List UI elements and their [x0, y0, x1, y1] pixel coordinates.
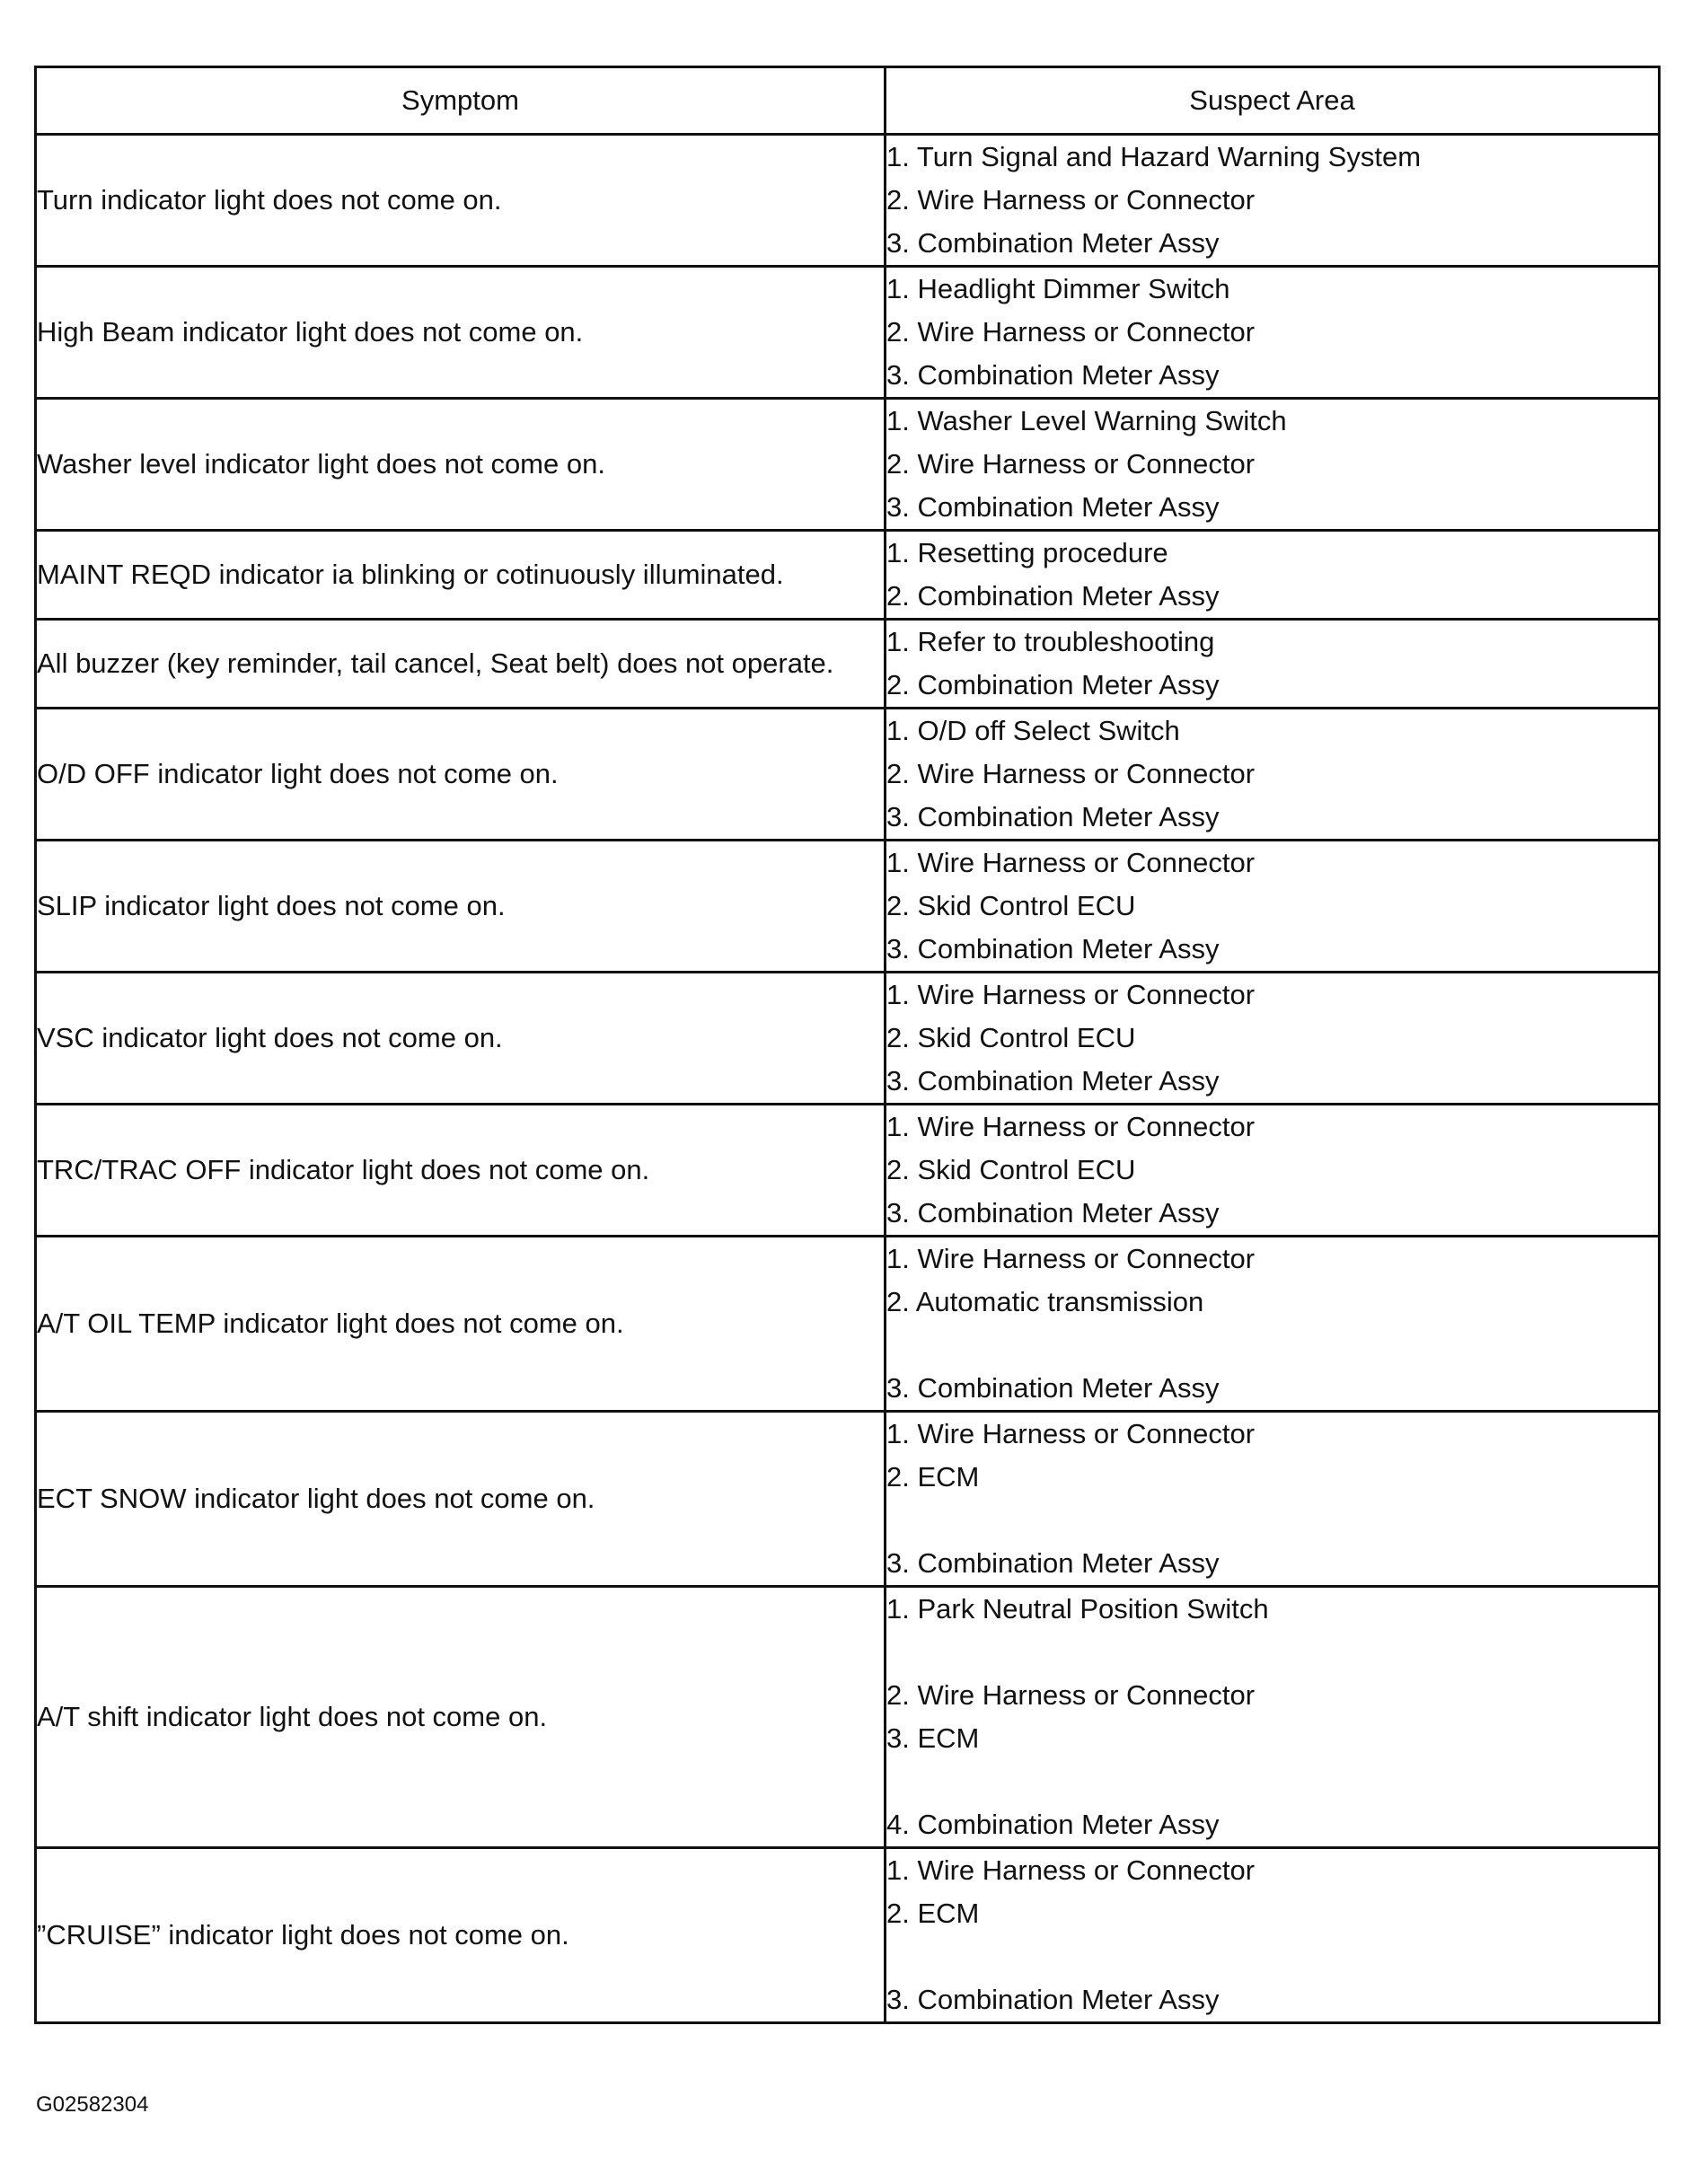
symptom-cell: All buzzer (key reminder, tail cancel, Seat belt) does not operate. — [36, 620, 886, 709]
symptom-cell: SLIP indicator light does not come on. — [36, 841, 886, 973]
suspect-item: 1. Refer to troubleshooting — [886, 626, 1215, 657]
suspect-item: 2. Wire Harness or Connector — [886, 448, 1256, 480]
symptom-cell: VSC indicator light does not come on. — [36, 973, 886, 1105]
suspect-item: 4. Combination Meter Assy — [886, 1809, 1220, 1840]
suspect-item: 3. Combination Meter Assy — [886, 1547, 1220, 1579]
troubleshooting-sheet — [34, 66, 1658, 2024]
header-symptom: Symptom — [36, 67, 886, 135]
suspect-item: 3. Combination Meter Assy — [886, 1984, 1220, 2015]
suspect-item: 3. Combination Meter Assy — [886, 801, 1220, 832]
suspect-item: 3. Combination Meter Assy — [886, 1197, 1220, 1228]
symptom-cell: Turn indicator light does not come on. — [36, 135, 886, 267]
symptom-cell: TRC/TRAC OFF indicator light does not come on. — [36, 1105, 886, 1237]
suspect-area-cell — [886, 399, 1660, 531]
header-row — [36, 67, 1660, 135]
suspect-item: 2. Skid Control ECU — [886, 1154, 1136, 1185]
suspect-item: 3. Combination Meter Assy — [886, 933, 1220, 964]
table-row — [36, 1237, 1660, 1412]
table-row — [36, 267, 1660, 399]
suspect-spacer — [886, 1631, 1658, 1674]
suspect-spacer — [886, 1935, 1658, 1978]
suspect-item: 1. Wire Harness or Connector — [886, 1854, 1256, 1886]
symptom-cell: High Beam indicator light does not come on. — [36, 267, 886, 399]
suspect-item: 3. Combination Meter Assy — [886, 1065, 1220, 1096]
header-suspect-area: Suspect Area — [886, 67, 1660, 135]
table-row — [36, 1848, 1660, 2023]
suspect-item: 1. Wire Harness or Connector — [886, 1243, 1256, 1274]
symptom-cell: O/D OFF indicator light does not come on. — [36, 709, 886, 841]
suspect-item: 2. Combination Meter Assy — [886, 580, 1220, 612]
suspect-area-cell — [886, 1848, 1660, 2023]
table-row — [36, 973, 1660, 1105]
suspect-area-cell — [886, 267, 1660, 399]
table-row — [36, 1105, 1660, 1237]
symptom-cell: ECT SNOW indicator light does not come on. — [36, 1412, 886, 1587]
suspect-area-cell — [886, 841, 1660, 973]
suspect-item: 1. Wire Harness or Connector — [886, 1418, 1256, 1449]
table-row — [36, 1412, 1660, 1587]
symptom-table — [34, 66, 1661, 2024]
symptom-cell: A/T OIL TEMP indicator light does not come on. — [36, 1237, 886, 1412]
suspect-item: 2. Skid Control ECU — [886, 1022, 1136, 1053]
suspect-item: 2. Wire Harness or Connector — [886, 184, 1256, 216]
suspect-area-cell — [886, 1587, 1660, 1848]
suspect-item: 3. ECM — [886, 1722, 980, 1754]
table-body — [36, 135, 1660, 2023]
table-row — [36, 531, 1660, 620]
symptom-cell: A/T shift indicator light does not come on. — [36, 1587, 886, 1848]
suspect-item: 2. Automatic transmission — [886, 1286, 1204, 1317]
suspect-item: 1. Washer Level Warning Switch — [886, 405, 1287, 436]
suspect-item: 3. Combination Meter Assy — [886, 491, 1220, 523]
suspect-item: 2. Wire Harness or Connector — [886, 1679, 1256, 1711]
suspect-spacer — [886, 1499, 1658, 1542]
suspect-item: 3. Combination Meter Assy — [886, 1372, 1220, 1404]
suspect-item: 1. O/D off Select Switch — [886, 715, 1180, 746]
suspect-area-cell — [886, 531, 1660, 620]
suspect-item: 1. Wire Harness or Connector — [886, 1111, 1256, 1142]
suspect-item: 1. Wire Harness or Connector — [886, 979, 1256, 1010]
suspect-item: 3. Combination Meter Assy — [886, 227, 1220, 259]
symptom-cell: MAINT REQD indicator ia blinking or cotinuously illuminated. — [36, 531, 886, 620]
table-row — [36, 709, 1660, 841]
suspect-item: 2. Combination Meter Assy — [886, 669, 1220, 700]
suspect-item: 2. ECM — [886, 1898, 980, 1929]
table-row — [36, 841, 1660, 973]
table-row — [36, 1587, 1660, 1848]
suspect-item: 3. Combination Meter Assy — [886, 359, 1220, 391]
suspect-item: 2. ECM — [886, 1461, 980, 1493]
symptom-cell: ”CRUISE” indicator light does not come on. — [36, 1848, 886, 2023]
table-row — [36, 135, 1660, 267]
symptom-cell: Washer level indicator light does not come on. — [36, 399, 886, 531]
suspect-item: 1. Wire Harness or Connector — [886, 847, 1256, 878]
suspect-item: 2. Wire Harness or Connector — [886, 316, 1256, 348]
suspect-item: 1. Headlight Dimmer Switch — [886, 273, 1230, 304]
table-row — [36, 399, 1660, 531]
suspect-item: 1. Park Neutral Position Switch — [886, 1593, 1269, 1625]
suspect-area-cell — [886, 1412, 1660, 1587]
suspect-area-cell — [886, 620, 1660, 709]
suspect-area-cell — [886, 1237, 1660, 1412]
suspect-area-cell — [886, 709, 1660, 841]
suspect-item: 2. Wire Harness or Connector — [886, 758, 1256, 789]
suspect-spacer — [886, 1760, 1658, 1803]
suspect-spacer — [886, 1324, 1658, 1367]
suspect-area-cell — [886, 1105, 1660, 1237]
table-row — [36, 620, 1660, 709]
suspect-item: 2. Skid Control ECU — [886, 890, 1136, 921]
suspect-item: 1. Turn Signal and Hazard Warning System — [886, 141, 1422, 172]
suspect-item: 1. Resetting procedure — [886, 537, 1168, 568]
suspect-area-cell — [886, 973, 1660, 1105]
suspect-area-cell — [886, 135, 1660, 267]
figure-id: G02582304 — [36, 2092, 149, 2117]
